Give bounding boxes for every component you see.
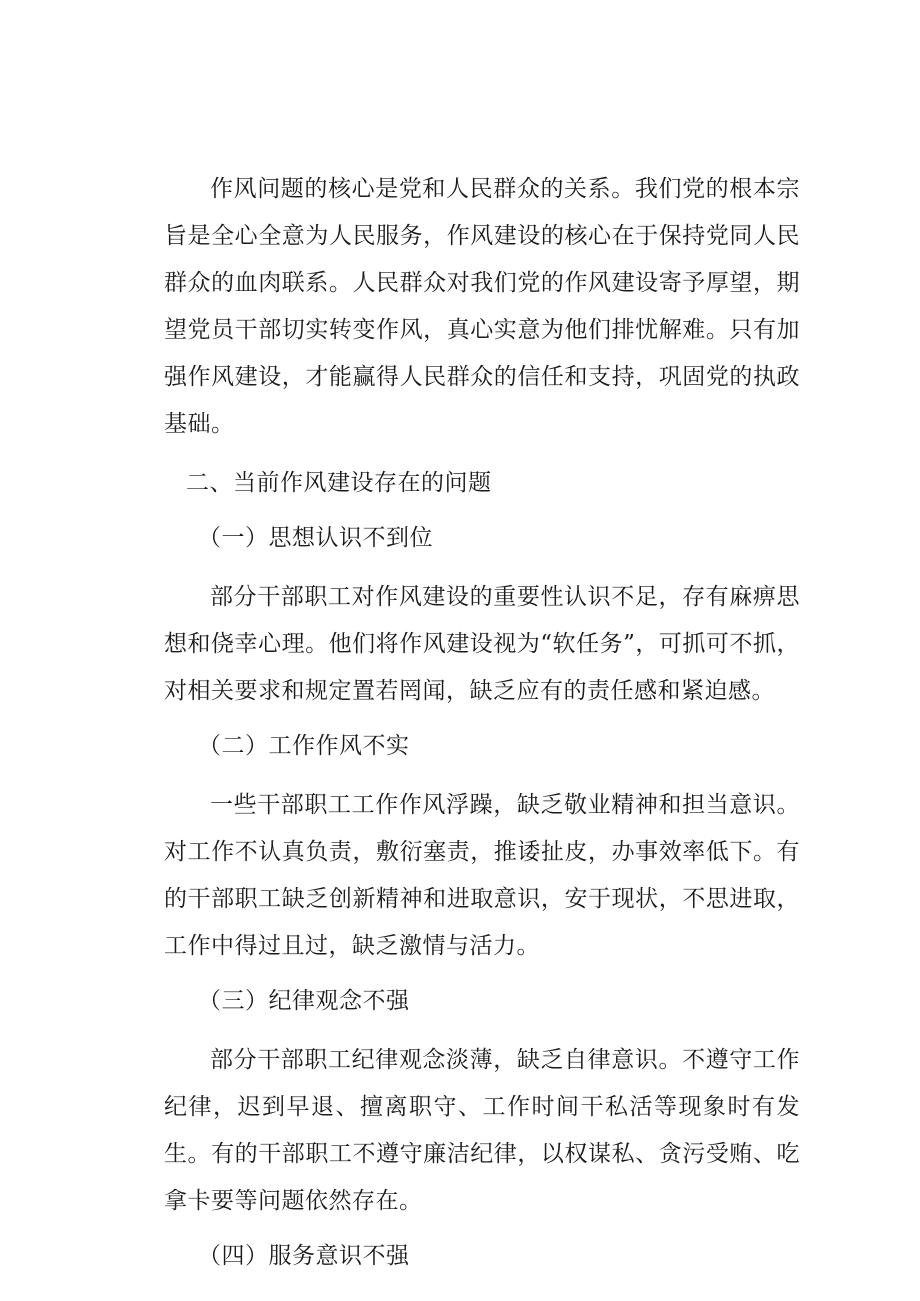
section-heading-current-problems: 二、当前作风建设存在的问题 bbox=[186, 470, 492, 496]
paragraph-discipline: 部分干部职工纪律观念淡薄，缺乏自律意识。不遵守工作纪律，迟到早退、擅离职守、工作时间干私活等现象时有发生。有的干部职工不遵守廉洁纪律，以权谋私、贪污受贿、吃拿卡要等问题依然存在。 bbox=[164, 1047, 800, 1214]
document-body bbox=[164, 166, 800, 1280]
subheading-service-awareness: （四）服务意识不强 bbox=[198, 1243, 410, 1269]
paragraph-work-style: 一些干部职工工作作风浮躁，缺乏敬业精神和担当意识。对工作不认真负责，敷衍塞责，推诿扯皮，办事效率低下。有的干部职工缺乏创新精神和进取意识，安于现状，不思进取，工作中得过且过，缺乏激情与活力。 bbox=[164, 792, 800, 959]
paragraph-party-relationship: 作风问题的核心是党和人民群众的关系。我们党的根本宗旨是全心全意为人民服务，作风建设的核心在于保持党同人民群众的血肉联系。人民群众对我们党的作风建设寄予厚望，期望党员干部切实转变作风，真心实意为他们排忧解难。只有加强作风建设，才能赢得人民群众的信任和支持，巩固党的执政基础。 bbox=[164, 176, 800, 437]
paragraph-ideological-awareness: 部分干部职工对作风建设的重要性认识不足，存有麻痹思想和侥幸心理。他们将作风建设视为“软任务”，可抓可不抓，对相关要求和规定置若罔闻，缺乏应有的责任感和紧迫感。 bbox=[164, 584, 800, 704]
subheading-ideological-awareness: （一）思想认识不到位 bbox=[198, 525, 433, 551]
subheading-discipline: （三）纪律观念不强 bbox=[198, 988, 410, 1014]
subheading-work-style: （二）工作作风不实 bbox=[198, 733, 410, 759]
